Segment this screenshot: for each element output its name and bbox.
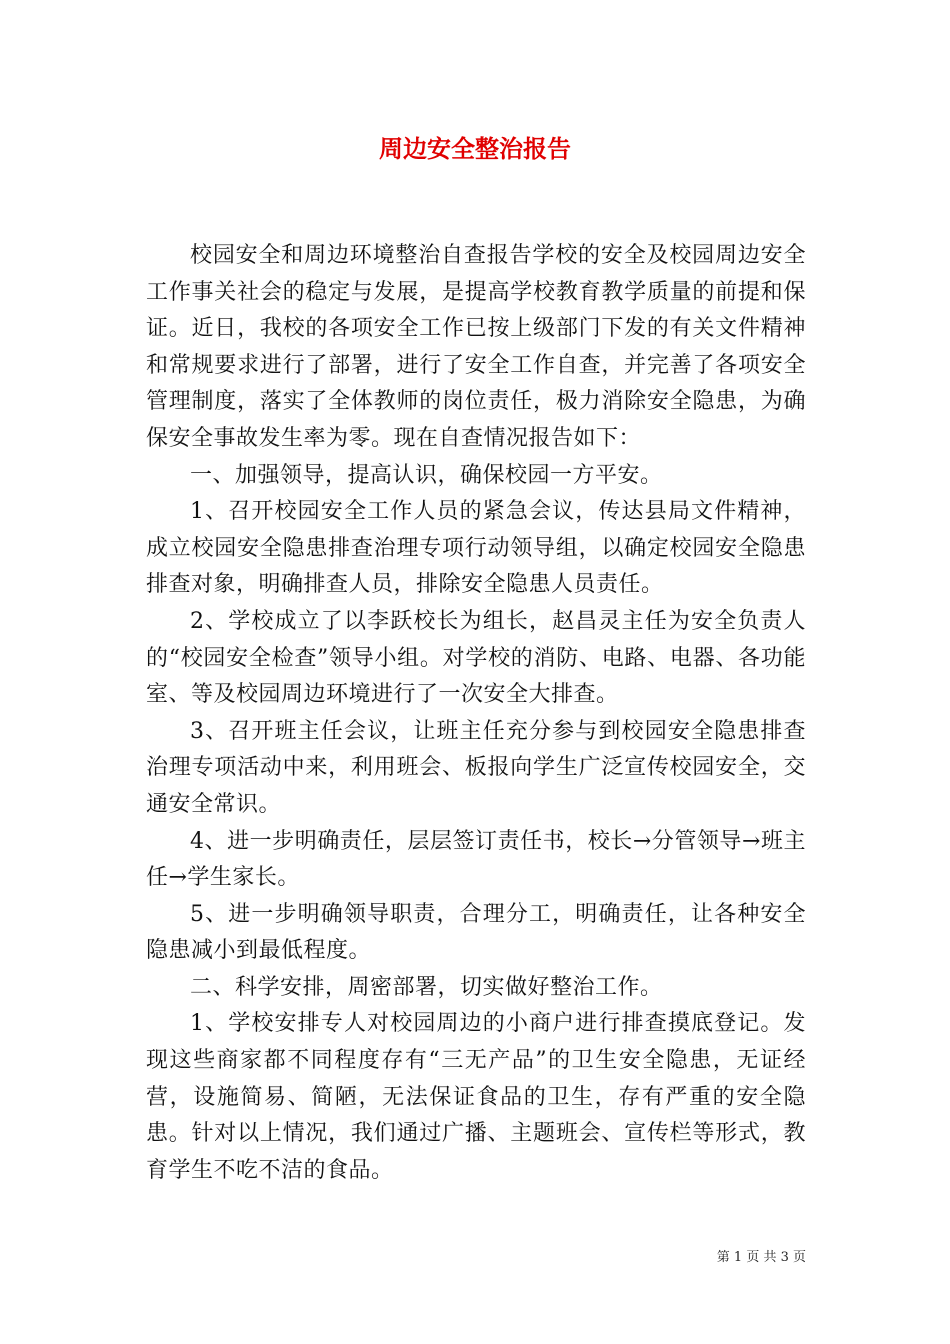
paragraph-item: 3、召开班主任会议，让班主任充分参与到校园安全隐患排查治理专项活动中来，利用班会、板报向学生广泛宣传校园安全，交通安全常识。 — [146, 718, 806, 817]
page-number-footer: 第 1 页 共 3 页 — [716, 1250, 806, 1265]
paragraph-item: 4、进一步明确责任，层层签订责任书，校长→分管领导→班主任→学生家长。 — [146, 828, 806, 891]
document-body — [146, 238, 806, 1189]
section-heading-1: 一、加强领导，提高认识，确保校园一方平安。 — [190, 462, 663, 488]
paragraph-item: 1、召开校园安全工作人员的紧急会议，传达县局文件精神，成立校园安全隐患排查治理专项行动领导组，以确定校园安全隐患排查对象，明确排查人员，排除安全隐患人员责任。 — [146, 499, 806, 598]
section-heading-2: 二、科学安排，周密部署，切实做好整治工作。 — [190, 974, 663, 1000]
paragraph-intro: 校园安全和周边环境整治自查报告学校的安全及校园周边安全工作事关社会的稳定与发展，是提高学校教育教学质量的前提和保证。近日，我校的各项安全工作已按上级部门下发的有关文件精神和常规要求进行了部署，进行了安全工作自查，并完善了各项安全管理制度，落实了全体教师的岗位责任，极力消除安全隐患，为确保安全事故发生率为零。现在自查情况报告如下： — [146, 243, 806, 451]
paragraph-item: 2、学校成立了以李跃校长为组长，赵昌灵主任为安全负责人的“校园安全检查”领导小组。对学校的消防、电路、电器、各功能室、等及校园周边环境进行了一次安全大排查。 — [146, 608, 806, 708]
document-title: 周边安全整治报告 — [379, 134, 571, 163]
paragraph-item: 5、进一步明确领导职责，合理分工，明确责任，让各种安全隐患减小到最低程度。 — [146, 901, 806, 964]
paragraph-item: 1、学校安排专人对校园周边的小商户进行排查摸底登记。发现这些商家都不同程度存有“三无产品”的卫生安全隐患，无证经营，设施简易、简陋，无法保证食品的卫生，存有严重的安全隐患。针对以上情况，我们通过广播、主题班会、宣传栏等形式，教育学生不吃不洁的食品。 — [146, 1011, 806, 1183]
